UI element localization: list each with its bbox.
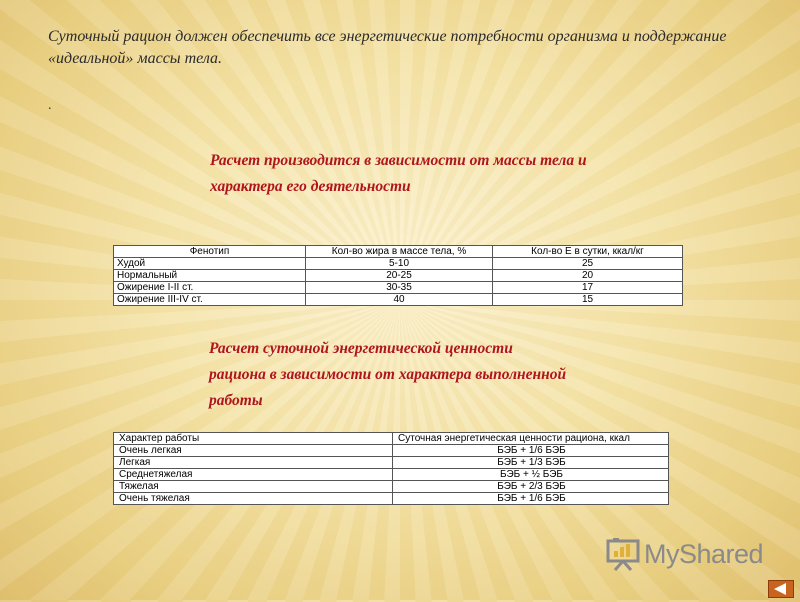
table-cell: 25 [493, 258, 683, 270]
table-row [114, 282, 683, 294]
table-cell: 30-35 [306, 282, 493, 294]
table-cell: БЭБ + 1/6 БЭБ [393, 493, 669, 505]
myshared-logo [606, 536, 763, 572]
table-cell: Очень легкая [114, 445, 393, 457]
table-cell: Среднетяжелая [114, 469, 393, 481]
table-row [114, 445, 669, 457]
table-row [114, 270, 683, 282]
table-header-cell: Суточная энергетическая ценности рациона, ккал [393, 433, 669, 445]
presentation-board-icon [606, 536, 644, 572]
table-cell: Легкая [114, 457, 393, 469]
table-row [114, 493, 669, 505]
table-row [114, 481, 669, 493]
work-type-table [113, 432, 669, 505]
table-header-cell: Характер работы [114, 433, 393, 445]
table-cell: Очень тяжелая [114, 493, 393, 505]
table-row [114, 294, 683, 306]
dot-text: . [48, 98, 52, 113]
heading-daily-energy: Расчет суточной энергетической ценности рациона в зависимости от характера выполненной работы [209, 340, 567, 409]
table-cell: Ожирение I-II ст. [114, 282, 306, 294]
heading-mass-activity: Расчет производится в зависимости от массы тела и характера его деятельности [210, 152, 587, 195]
prev-slide-button[interactable] [768, 580, 794, 598]
table-cell: БЭБ + ½ БЭБ [393, 469, 669, 481]
intro-text: Суточный рацион должен обеспечить все энергетические потребности организма и поддержание «идеальной» массы тела. [48, 28, 727, 67]
table-cell: Нормальный [114, 270, 306, 282]
table-cell: БЭБ + 1/6 БЭБ [393, 445, 669, 457]
prev-slide-arrow-icon [769, 581, 793, 597]
table-row [114, 258, 683, 270]
table-cell: Худой [114, 258, 306, 270]
table-header-row [114, 246, 683, 258]
table-cell: БЭБ + 1/3 БЭБ [393, 457, 669, 469]
logo-text: MyShared [644, 538, 764, 569]
phenotype-table [113, 245, 683, 306]
table-row [114, 457, 669, 469]
table-header-cell: Кол-во жира в массе тела, % [306, 246, 493, 258]
table-cell: 20-25 [306, 270, 493, 282]
table-cell: 5-10 [306, 258, 493, 270]
table-cell: 40 [306, 294, 493, 306]
table-cell: Тяжелая [114, 481, 393, 493]
table-header-cell: Кол-во Е в сутки, ккал/кг [493, 246, 683, 258]
table-cell: 20 [493, 270, 683, 282]
table-cell: БЭБ + 2/3 БЭБ [393, 481, 669, 493]
table-header-row [114, 433, 669, 445]
table-row [114, 469, 669, 481]
table-cell: Ожирение III-IV ст. [114, 294, 306, 306]
table-cell: 17 [493, 282, 683, 294]
table-cell: 15 [493, 294, 683, 306]
table-header-cell: Фенотип [114, 246, 306, 258]
